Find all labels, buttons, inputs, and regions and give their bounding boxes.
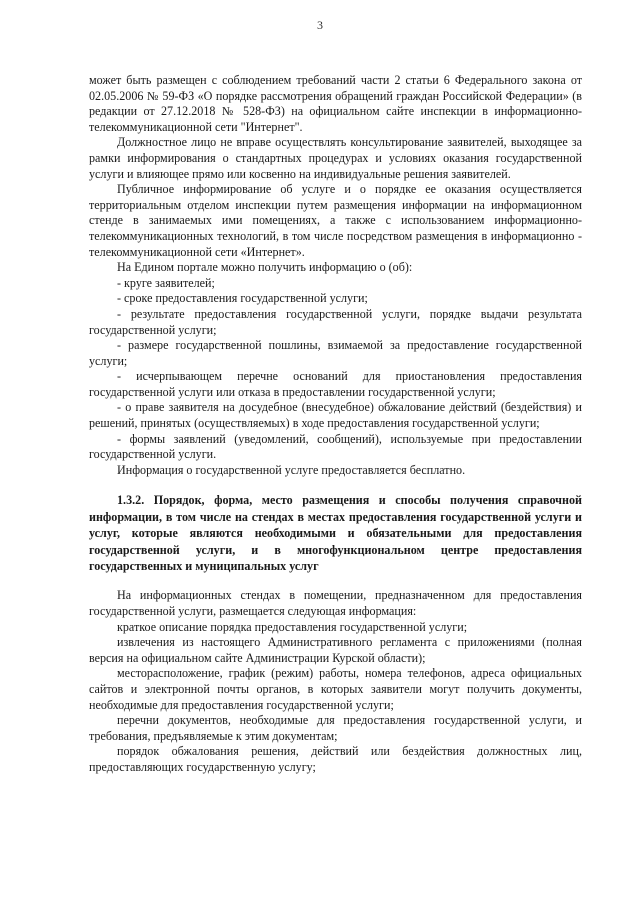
list-item: - формы заявлений (уведомлений, сообщений), используемые при предоставлении государственной услуги.: [89, 431, 582, 462]
list-item: - сроке предоставления государственной услуги;: [117, 291, 368, 306]
list-item: порядок обжалования решения, действий или бездействия должностных лиц, предоставляющих государственную услугу;: [89, 744, 582, 774]
document-body: [89, 73, 582, 776]
paragraph: Публичное информирование об услуге и о порядке ее оказания осуществляется территориальным отделом инспекции путем размещения информации на информационном стенде в занимаемых ими помещениях, а также с использованием информационно-телекоммуникационных технологий, в том числе посредством размещения в информационно - телекоммуникационной сети «Интернет».: [89, 182, 582, 259]
list-item: - исчерпывающем перечне оснований для приостановления предоставления государственной услуги или отказа в предоставлении государственной услуги;: [89, 369, 582, 399]
list-item: месторасположение, график (режим) работы, номера телефонов, адреса официальных сайтов и электронной почты органов, в которых заявители могут получить документы, необходимые для предоставления государственной услуги;: [89, 666, 582, 712]
paragraph: Должностное лицо не вправе осуществлять консультирование заявителей, выходящее за рамки информирования о стандартных процедурах и условиях оказания государственной услуги и влияющее прямо или косвенно на индивидуальные решения заявителей.: [89, 135, 582, 181]
list-item: краткое описание порядка предоставления государственной услуги;: [117, 619, 468, 634]
paragraph: На Едином портале можно получить информацию о (об):: [117, 260, 413, 275]
page-number: 3: [317, 18, 323, 32]
list-item: - результате предоставления государственной услуги, порядке выдачи результата государственной услуги;: [89, 306, 582, 337]
list-item: перечни документов, необходимые для предоставления государственной услуги, и требования, предъявляемые к этим документам;: [89, 713, 582, 743]
list-item: извлечения из настоящего Административного регламента с приложениями (полная версия на официальном сайте Администрации Курской области);: [89, 635, 582, 665]
section-heading: 1.3.2. Порядок, форма, место размещения и способы получения справочной информации, в том числе на стендах в местах предоставления государственной услуги и услуг, которые являются необходимыми и обязательными для предоставления государственной услуги, и в многофункциональном центре предоставления государственных и муниципальных услуг: [89, 493, 582, 574]
paragraph: может быть размещен с соблюдением требований части 2 статьи 6 Федерального закона от 02.05.2006 № 59-ФЗ «О порядке рассмотрения обращений граждан Российской Федерации» (в редакции от 27.12.2018 № 528-ФЗ) на официальном сайте инспекции в информационно-телекоммуникационной сети "Интернет".: [89, 73, 582, 134]
list-item: - размере государственной пошлины, взимаемой за предоставление государственной услуги;: [89, 338, 582, 368]
paragraph: Информация о государственной услуге предоставляется бесплатно.: [117, 462, 466, 477]
list-item: - круге заявителей;: [117, 275, 215, 290]
paragraph: На информационных стендах в помещении, предназначенном для предоставления государственной услуги, размещается следующая информация:: [89, 588, 582, 619]
list-item: - о праве заявителя на досудебное (внесудебное) обжалование действий (бездействия) и решений, принятых (осуществляемых) в ходе предоставления государственной услуги;: [89, 400, 582, 431]
